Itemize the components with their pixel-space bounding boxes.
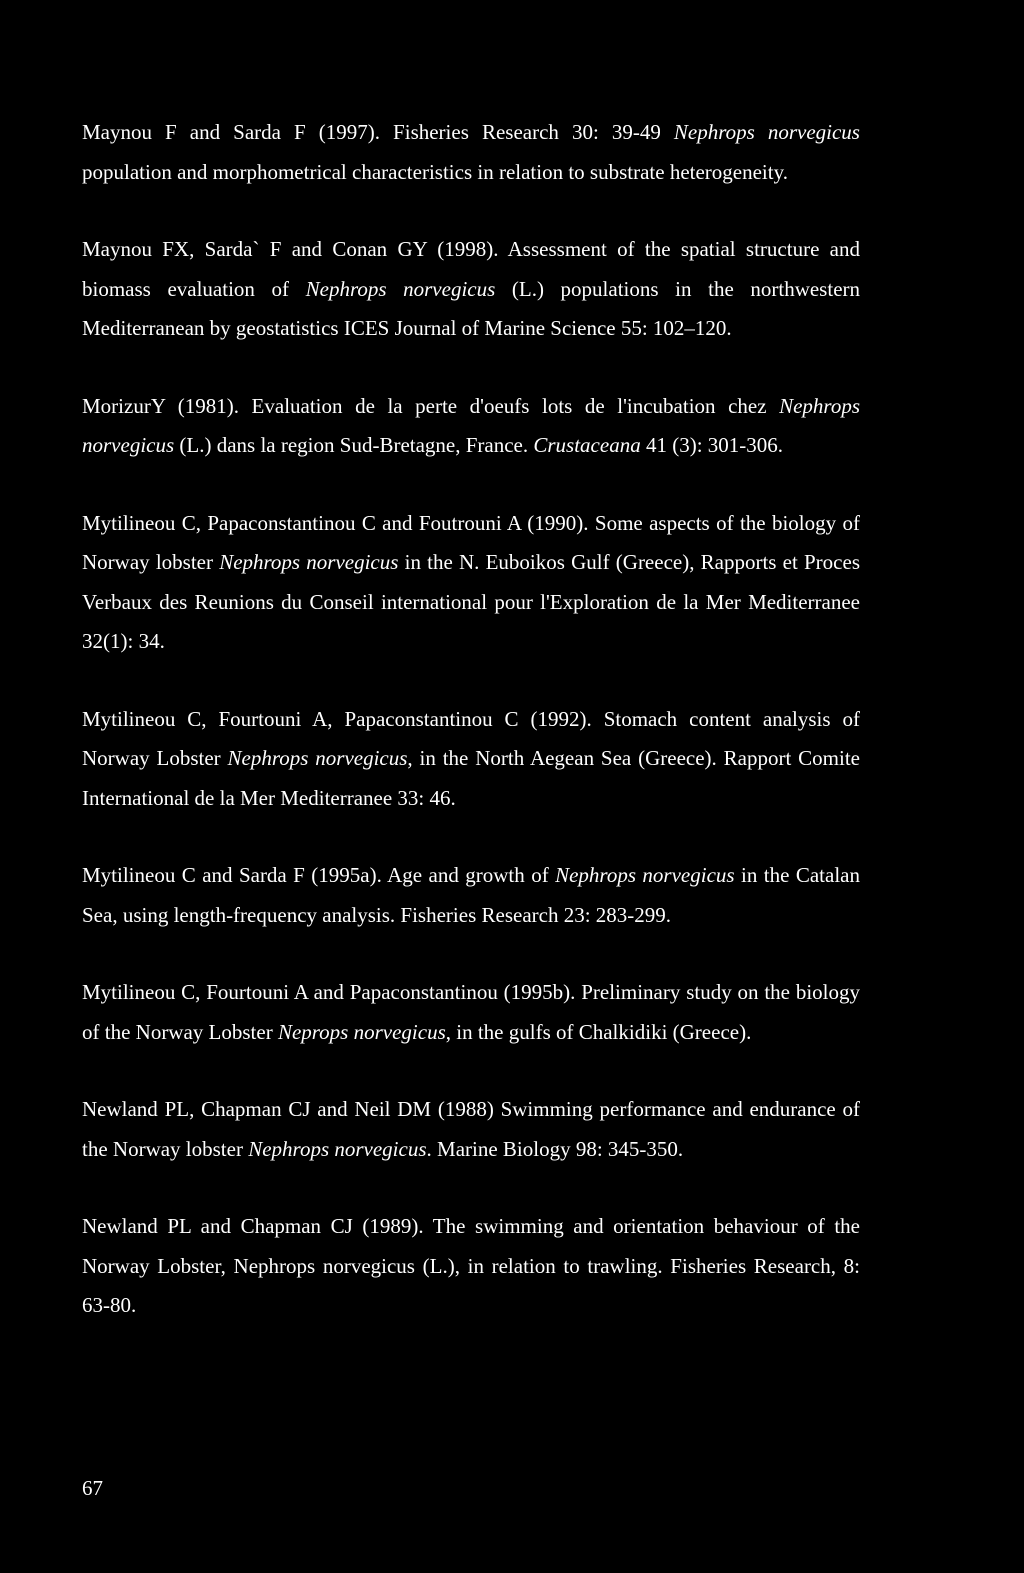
reference-italic-text: Nephrops norvegicus [82, 393, 860, 457]
reference-text: 41 (3): 301-306. [640, 433, 784, 457]
reference-italic-text: Nephrops norvegicus [673, 120, 860, 144]
reference-text: Mytilineou C and Sarda F (1995a). Age and growth of [82, 863, 556, 887]
reference-text: Maynou F and Sarda F (1997). Fisheries Research 30: 39-49 [82, 120, 674, 144]
reference-italic-text: Neprops norvegicus [277, 1019, 446, 1044]
reference-italic-text: Nephrops norvegicus [248, 1136, 427, 1161]
reference-italic-text: Nephrops norvegicus [227, 746, 408, 770]
reference-entry [82, 973, 860, 1052]
reference-italic-text: Nephrops norvegicus [555, 863, 735, 887]
reference-text: , in the gulfs of Chalkidiki (Greece). [445, 1019, 752, 1044]
reference-text: Mytilineou C, Fourtouni A, Papaconstantinou C (1992). Stomach content analysis of Norway Lobster [82, 706, 860, 770]
reference-text: (L.) populations in the northwestern Mediterranean by geostatistics ICES Journal of Marine Science 55: 102–120. [82, 276, 861, 340]
reference-entry [82, 700, 860, 819]
reference-text: Mytilineou C, Fourtouni A and Papaconstantinou (1995b). Preliminary study on the biology of the Norway Lobster [82, 980, 860, 1044]
reference-text: Newland PL, Chapman CJ and Neil DM (1988) Swimming performance and endurance of the Norway lobster [82, 1097, 860, 1161]
reference-text: in the Catalan Sea, using length-frequency analysis. Fisheries Research 23: 283-299. [82, 863, 860, 927]
reference-text: in the N. Euboikos Gulf (Greece), Rapports et Proces Verbaux des Reunions du Conseil international pour l'Exploration de la Mer Mediterranee 32(1): 34. [82, 550, 860, 653]
reference-text: population and morphometrical characteristics in relation to substrate heterogeneity. [82, 159, 788, 184]
reference-text: Maynou FX, Sarda` F and Conan GY (1998). Assessment of the spatial structure and biomass evaluation of [82, 237, 860, 301]
reference-text: Mytilineou C, Papaconstantinou C and Foutrouni A (1990). Some aspects of the biology of Norway lobster [82, 510, 860, 574]
reference-text: . Marine Biology 98: 345-350. [426, 1136, 684, 1161]
reference-text: MorizurY (1981). Evaluation de la perte d'oeufs lots de l'incubation chez [82, 393, 780, 418]
reference-entry [82, 1207, 860, 1326]
reference-list [82, 113, 860, 1364]
reference-entry [82, 1090, 860, 1169]
reference-text: Newland PL and Chapman CJ (1989). The swimming and orientation behaviour of the Norway Lobster, Nephrops norvegicus (L.), in relation to trawling. Fisheries Research, 8: 63-80. [82, 1214, 860, 1317]
reference-text: (L.) dans la region Sud-Bretagne, France. [174, 433, 534, 457]
reference-entry [82, 504, 860, 662]
reference-italic-text: Nephrops norvegicus [305, 276, 496, 301]
reference-italic-text: Nephrops norvegicus [219, 550, 399, 574]
reference-entry [82, 387, 860, 466]
reference-entry [82, 856, 860, 935]
reference-text: , in the North Aegean Sea (Greece). Rapport Comite International de la Mer Mediterranee 33: 46. [82, 746, 860, 810]
reference-entry [82, 230, 860, 349]
reference-italic-text: Crustaceana [533, 433, 641, 457]
reference-entry [82, 113, 860, 192]
page-number: 67 [82, 1476, 103, 1500]
